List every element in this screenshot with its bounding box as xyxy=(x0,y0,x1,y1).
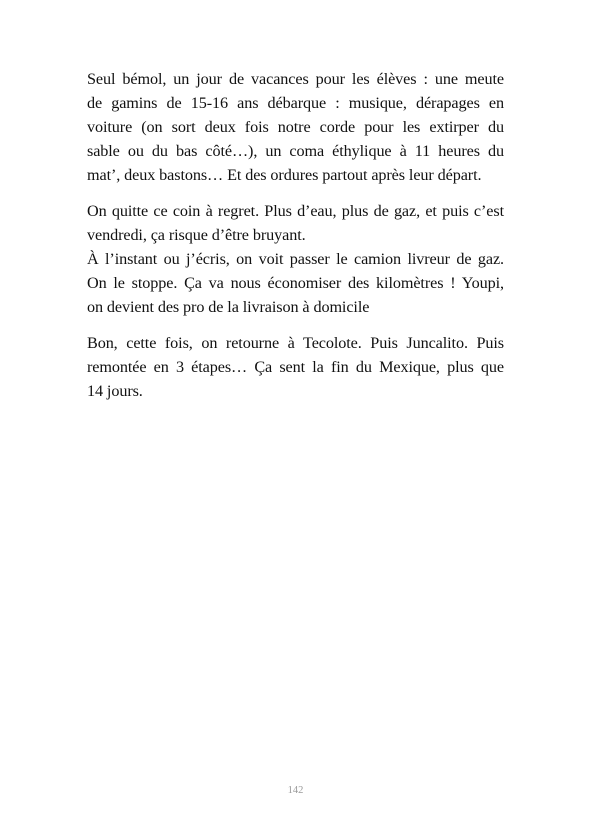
paragraph-3 xyxy=(87,331,504,403)
text-line: mat’, deux bastons… Et des ordures partout après leur départ. xyxy=(87,166,482,184)
paragraph-2 xyxy=(87,199,504,319)
text-line: remontée en 3 étapes… Ça sent la fin du Mexique, plus que xyxy=(87,358,504,376)
text-line: Bon, cette fois, on retourne à Tecolote. Puis Juncalito. Puis xyxy=(87,334,504,352)
text-line: sable ou du bas côté…), un coma éthylique à 11 heures du xyxy=(87,142,504,160)
text-line: À l’instant ou j’écris, on voit passer le camion livreur de gaz. xyxy=(87,250,504,268)
text-line: On le stoppe. Ça va nous économiser des kilomètres ! Youpi, xyxy=(87,274,504,292)
text-line: voiture (on sort deux fois notre corde pour les extirper du xyxy=(87,118,504,136)
text-line: on devient des pro de la livraison à domicile xyxy=(87,298,370,316)
page-number: 142 xyxy=(287,785,304,796)
text-line: Seul bémol, un jour de vacances pour les élèves : une meute xyxy=(87,70,504,88)
body-text xyxy=(87,67,504,415)
text-line: On quitte ce coin à regret. Plus d’eau, plus de gaz, et puis c’est xyxy=(87,202,504,220)
text-line: de gamins de 15-16 ans débarque : musique, dérapages en xyxy=(87,94,504,112)
paragraph-1 xyxy=(87,67,504,187)
text-line: 14 jours. xyxy=(87,382,143,400)
text-line: vendredi, ça risque d’être bruyant. xyxy=(87,226,306,244)
